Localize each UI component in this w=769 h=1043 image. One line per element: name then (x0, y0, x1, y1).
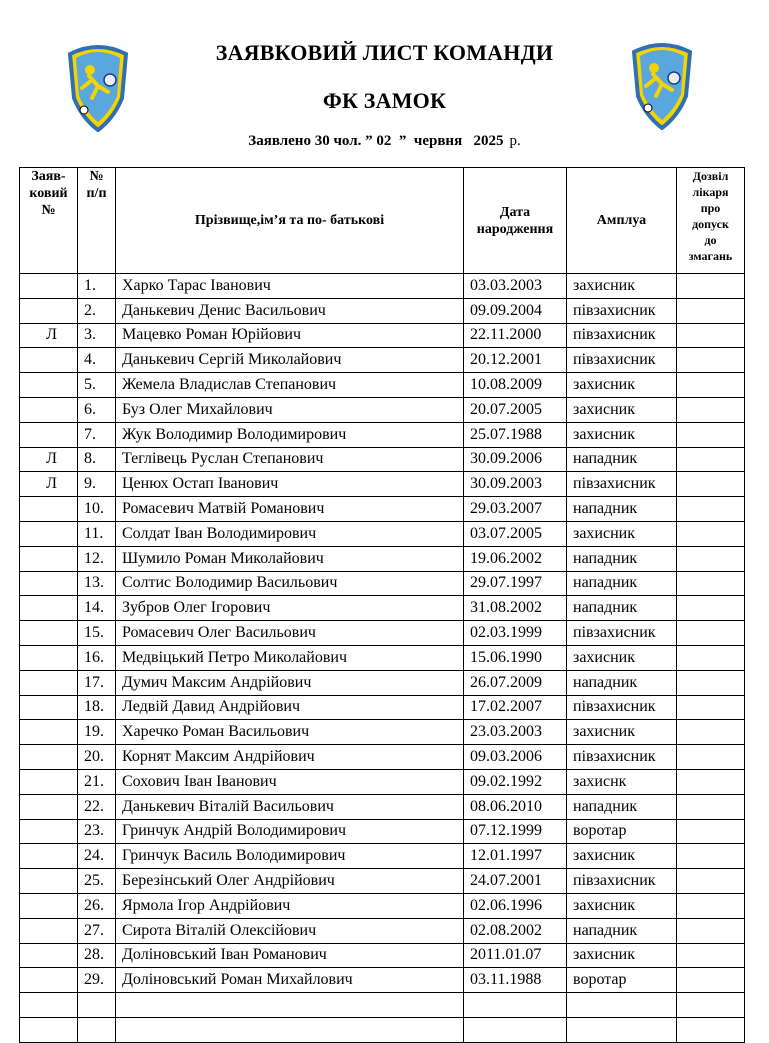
doctor-permission-cell (677, 521, 745, 546)
table-row (20, 397, 745, 422)
dob-cell: 02.06.1996 (464, 893, 567, 918)
name-cell: Жук Володимир Володимирович (116, 422, 464, 447)
table-row (20, 670, 745, 695)
amplua-cell: захиснк (567, 769, 677, 794)
name-cell (116, 993, 464, 1018)
zayavkovyi-cell (20, 844, 78, 869)
table-row (20, 819, 745, 844)
amplua-cell: воротар (567, 819, 677, 844)
number-cell: 1. (78, 274, 116, 299)
table-row (20, 472, 745, 497)
zayavkovyi-cell (20, 893, 78, 918)
amplua-cell: півзахисник (567, 695, 677, 720)
doctor-permission-cell (677, 819, 745, 844)
dob-cell: 02.03.1999 (464, 621, 567, 646)
zayavkovyi-cell (20, 943, 78, 968)
zayavkovyi-cell (20, 422, 78, 447)
zayavkovyi-cell (20, 769, 78, 794)
doctor-permission-cell (677, 373, 745, 398)
number-cell: 23. (78, 819, 116, 844)
doctor-permission-cell (677, 968, 745, 993)
name-cell: Гринчук Василь Володимирович (116, 844, 464, 869)
zayavkovyi-cell: Л (20, 472, 78, 497)
doctor-permission-cell (677, 943, 745, 968)
dob-cell: 08.06.2010 (464, 794, 567, 819)
number-cell: 11. (78, 521, 116, 546)
name-cell: Теглівець Руслан Степанович (116, 447, 464, 472)
amplua-cell: нападник (567, 571, 677, 596)
zayavkovyi-cell: Л (20, 323, 78, 348)
number-cell: 8. (78, 447, 116, 472)
number-cell: 17. (78, 670, 116, 695)
dob-cell: 29.03.2007 (464, 497, 567, 522)
dob-cell: 09.03.2006 (464, 745, 567, 770)
doctor-permission-cell (677, 769, 745, 794)
doctor-permission-cell (677, 298, 745, 323)
doctor-permission-cell (677, 274, 745, 299)
number-cell: 29. (78, 968, 116, 993)
doctor-permission-cell (677, 720, 745, 745)
doctor-permission-cell (677, 918, 745, 943)
table-row (20, 521, 745, 546)
number-cell: 18. (78, 695, 116, 720)
name-cell: Мацевко Роман Юрійович (116, 323, 464, 348)
header-amplua: Амплуа (567, 168, 677, 274)
dob-cell: 25.07.1988 (464, 422, 567, 447)
table-row (20, 1017, 745, 1042)
table-row (20, 893, 745, 918)
dob-cell: 17.02.2007 (464, 695, 567, 720)
number-cell: 21. (78, 769, 116, 794)
table-row (20, 546, 745, 571)
number-cell (78, 1017, 116, 1042)
amplua-cell: нападник (567, 546, 677, 571)
name-cell: Ледвій Давид Андрійович (116, 695, 464, 720)
dob-cell: 20.07.2005 (464, 397, 567, 422)
amplua-cell (567, 1017, 677, 1042)
name-cell: Корнят Максим Андрійович (116, 745, 464, 770)
number-cell: 27. (78, 918, 116, 943)
doctor-permission-cell (677, 844, 745, 869)
name-cell: Ромасевич Олег Васильович (116, 621, 464, 646)
table-body (20, 274, 745, 1043)
header-dob: Дата народження (464, 168, 567, 274)
number-cell: 28. (78, 943, 116, 968)
number-cell: 2. (78, 298, 116, 323)
number-cell: 9. (78, 472, 116, 497)
table-row (20, 869, 745, 894)
header-number: № п/п (78, 168, 116, 274)
amplua-cell: нападник (567, 447, 677, 472)
name-cell: Доліновський Іван Романович (116, 943, 464, 968)
zayavkovyi-cell (20, 521, 78, 546)
amplua-cell: півзахисник (567, 348, 677, 373)
number-cell: 16. (78, 645, 116, 670)
doctor-permission-cell (677, 348, 745, 373)
table-row (20, 745, 745, 770)
number-cell: 22. (78, 794, 116, 819)
number-cell: 5. (78, 373, 116, 398)
name-cell: Доліновський Роман Михайлович (116, 968, 464, 993)
name-cell: Зубров Олег Ігорович (116, 596, 464, 621)
name-cell: Данькевич Сергій Миколайович (116, 348, 464, 373)
amplua-cell: півзахисник (567, 323, 677, 348)
dob-cell: 09.09.2004 (464, 298, 567, 323)
table-row (20, 298, 745, 323)
number-cell: 20. (78, 745, 116, 770)
dob-cell: 09.02.1992 (464, 769, 567, 794)
doctor-permission-cell (677, 794, 745, 819)
doctor-permission-cell (677, 447, 745, 472)
table-row (20, 769, 745, 794)
table-row (20, 596, 745, 621)
doctor-permission-cell (677, 893, 745, 918)
zayavkovyi-cell (20, 298, 78, 323)
zayavkovyi-cell (20, 274, 78, 299)
table-row (20, 373, 745, 398)
number-cell: 14. (78, 596, 116, 621)
header-name: Прізвище,ім’я та по- батькові (116, 168, 464, 274)
dob-cell: 2011.01.07 (464, 943, 567, 968)
name-cell: Харко Тарас Іванович (116, 274, 464, 299)
amplua-cell: захисник (567, 397, 677, 422)
dob-cell: 22.11.2000 (464, 323, 567, 348)
name-cell (116, 1017, 464, 1042)
table-row (20, 645, 745, 670)
doctor-permission-cell (677, 745, 745, 770)
number-cell: 26. (78, 893, 116, 918)
zayavkovyi-cell (20, 373, 78, 398)
table-row (20, 695, 745, 720)
zayavkovyi-cell (20, 720, 78, 745)
dob-cell: 26.07.2009 (464, 670, 567, 695)
team-name: ФК ЗАМОК (322, 88, 447, 113)
dob-cell: 30.09.2006 (464, 447, 567, 472)
table-row (20, 348, 745, 373)
name-cell: Березінський Олег Андрійович (116, 869, 464, 894)
number-cell: 13. (78, 571, 116, 596)
doctor-permission-cell (677, 546, 745, 571)
doctor-permission-cell (677, 869, 745, 894)
table-header-row (20, 168, 745, 274)
dob-cell: 03.03.2003 (464, 274, 567, 299)
zayavkovyi-cell (20, 546, 78, 571)
number-cell: 15. (78, 621, 116, 646)
name-cell: Думич Максим Андрійович (116, 670, 464, 695)
name-cell: Данькевич Денис Васильович (116, 298, 464, 323)
table-row (20, 447, 745, 472)
zayavkovyi-cell (20, 621, 78, 646)
amplua-cell: захисник (567, 943, 677, 968)
number-cell: 25. (78, 869, 116, 894)
number-cell (78, 993, 116, 1018)
name-cell: Ромасевич Матвій Романович (116, 497, 464, 522)
zayavkovyi-cell (20, 397, 78, 422)
header-doctor-permission: Дозвіл лікаря про допуск до змагань (677, 168, 745, 274)
doctor-permission-cell (677, 422, 745, 447)
number-cell: 3. (78, 323, 116, 348)
zayavkovyi-cell (20, 968, 78, 993)
dob-cell: 03.07.2005 (464, 521, 567, 546)
dob-cell (464, 993, 567, 1018)
number-cell: 24. (78, 844, 116, 869)
dob-cell: 12.01.1997 (464, 844, 567, 869)
doctor-permission-cell (677, 1017, 745, 1042)
doctor-permission-cell (677, 596, 745, 621)
table-row (20, 968, 745, 993)
name-cell: Шумило Роман Миколайович (116, 546, 464, 571)
zayavkovyi-cell (20, 819, 78, 844)
dob-cell: 19.06.2002 (464, 546, 567, 571)
zayavkovyi-cell (20, 348, 78, 373)
amplua-cell: півзахисник (567, 745, 677, 770)
dob-cell: 24.07.2001 (464, 869, 567, 894)
amplua-cell: захисник (567, 844, 677, 869)
name-cell: Ценюх Остап Іванович (116, 472, 464, 497)
dob-cell: 20.12.2001 (464, 348, 567, 373)
zayavkovyi-cell (20, 596, 78, 621)
zayavkovyi-cell (20, 497, 78, 522)
name-cell: Медвіцький Петро Миколайович (116, 645, 464, 670)
name-cell: Сирота Віталій Олексійович (116, 918, 464, 943)
amplua-cell: нападник (567, 497, 677, 522)
dob-cell: 10.08.2009 (464, 373, 567, 398)
doctor-permission-cell (677, 670, 745, 695)
name-cell: Буз Олег Михайлович (116, 397, 464, 422)
amplua-cell: півзахисник (567, 298, 677, 323)
number-cell: 19. (78, 720, 116, 745)
doctor-permission-cell (677, 472, 745, 497)
doctor-permission-cell (677, 645, 745, 670)
doctor-permission-cell (677, 571, 745, 596)
amplua-cell: півзахисник (567, 472, 677, 497)
amplua-cell: захисник (567, 720, 677, 745)
table-row (20, 274, 745, 299)
table-row (20, 844, 745, 869)
doctor-permission-cell (677, 621, 745, 646)
dob-cell: 15.06.1990 (464, 645, 567, 670)
number-cell: 4. (78, 348, 116, 373)
table-row (20, 497, 745, 522)
number-cell: 6. (78, 397, 116, 422)
amplua-cell: воротар (567, 968, 677, 993)
amplua-cell (567, 993, 677, 1018)
zayavkovyi-cell (20, 1017, 78, 1042)
amplua-cell: нападник (567, 596, 677, 621)
amplua-cell: захисник (567, 893, 677, 918)
number-cell: 10. (78, 497, 116, 522)
zayavkovyi-cell (20, 794, 78, 819)
dob-cell: 31.08.2002 (464, 596, 567, 621)
dob-cell: 07.12.1999 (464, 819, 567, 844)
table-row (20, 422, 745, 447)
table-row (20, 621, 745, 646)
dob-cell: 23.03.2003 (464, 720, 567, 745)
dob-cell: 29.07.1997 (464, 571, 567, 596)
doctor-permission-cell (677, 323, 745, 348)
registration-text: Заявлено 30 чол. ” 02 ” червня 2025 (248, 133, 504, 149)
doctor-permission-cell (677, 993, 745, 1018)
amplua-cell: захисник (567, 422, 677, 447)
amplua-cell: захисник (567, 521, 677, 546)
zayavkovyi-cell (20, 745, 78, 770)
name-cell: Данькевич Віталій Васильович (116, 794, 464, 819)
table-row (20, 943, 745, 968)
document-title: ЗАЯВКОВИЙ ЛИСТ КОМАНДИ (215, 40, 554, 65)
table-row (20, 571, 745, 596)
zayavkovyi-cell (20, 993, 78, 1018)
name-cell: Ярмола Ігор Андрійович (116, 893, 464, 918)
amplua-cell: півзахисник (567, 621, 677, 646)
registration-year-suffix: р. (509, 133, 521, 149)
number-cell: 12. (78, 546, 116, 571)
doctor-permission-cell (677, 397, 745, 422)
name-cell: Солдат Іван Володимирович (116, 521, 464, 546)
zayavkovyi-cell (20, 869, 78, 894)
doctor-permission-cell (677, 695, 745, 720)
amplua-cell: захисник (567, 274, 677, 299)
amplua-cell: півзахисник (567, 869, 677, 894)
amplua-cell: нападник (567, 794, 677, 819)
amplua-cell: нападник (567, 670, 677, 695)
header-zayavkovyi: Заяв- ковий № (20, 168, 78, 274)
table-row (20, 720, 745, 745)
registration-line (0, 133, 769, 150)
zayavkovyi-cell (20, 645, 78, 670)
name-cell: Солтис Володимир Васильович (116, 571, 464, 596)
name-cell: Сохович Іван Іванович (116, 769, 464, 794)
table-row (20, 993, 745, 1018)
table-row (20, 323, 745, 348)
dob-cell (464, 1017, 567, 1042)
name-cell: Гринчук Андрій Володимирович (116, 819, 464, 844)
zayavkovyi-cell (20, 571, 78, 596)
dob-cell: 03.11.1988 (464, 968, 567, 993)
dob-cell: 30.09.2003 (464, 472, 567, 497)
dob-cell: 02.08.2002 (464, 918, 567, 943)
name-cell: Харечко Роман Васильович (116, 720, 464, 745)
amplua-cell: захисник (567, 645, 677, 670)
table-row (20, 918, 745, 943)
name-cell: Жемела Владислав Степанович (116, 373, 464, 398)
zayavkovyi-cell (20, 695, 78, 720)
amplua-cell: захисник (567, 373, 677, 398)
amplua-cell: нападник (567, 918, 677, 943)
zayavkovyi-cell (20, 918, 78, 943)
table-row (20, 794, 745, 819)
number-cell: 7. (78, 422, 116, 447)
roster-table (19, 167, 745, 1043)
zayavkovyi-cell: Л (20, 447, 78, 472)
zayavkovyi-cell (20, 670, 78, 695)
doctor-permission-cell (677, 497, 745, 522)
